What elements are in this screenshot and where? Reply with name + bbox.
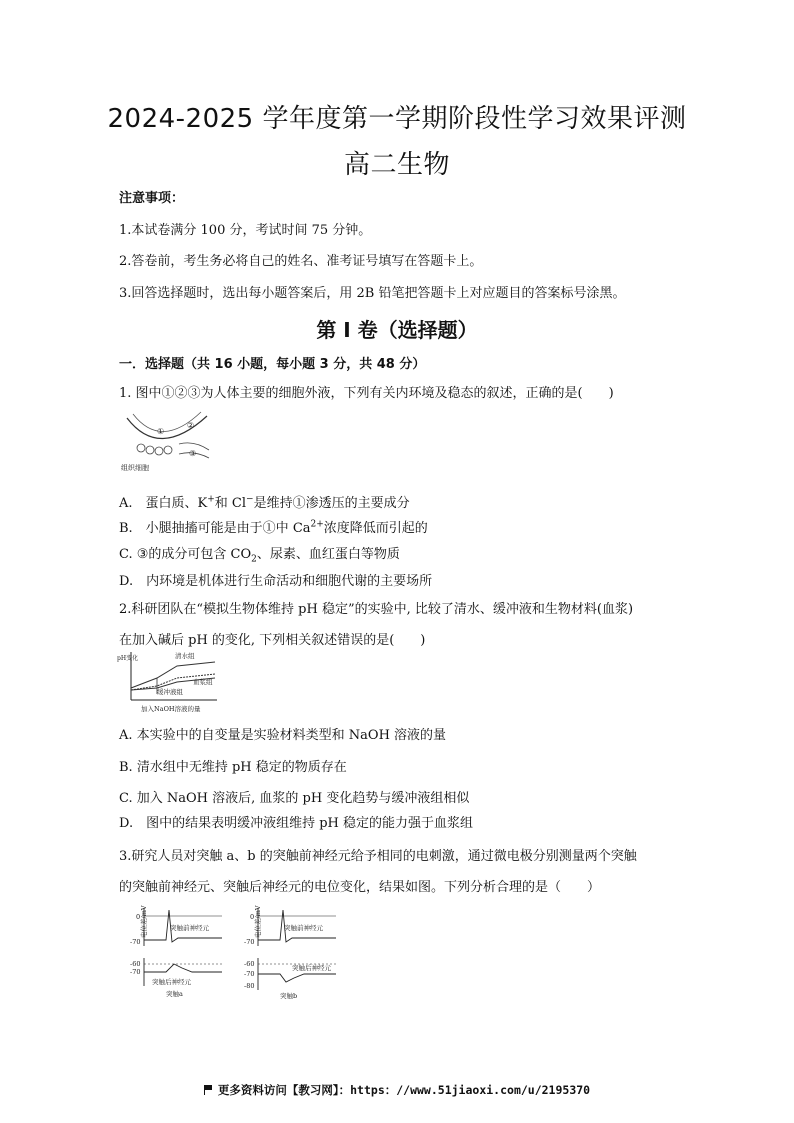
- question-2-stem-line1: 2.科研团队在“模拟生物体维持 pH 稳定”的实验中, 比较了清水、缓冲液和生物材料(血浆): [119, 602, 634, 617]
- fig3a-tick-0: 0: [136, 913, 141, 921]
- fig3b-tick-0: 0: [250, 913, 255, 921]
- fig3a-ylabel-top: 电位差/mV: [140, 905, 148, 938]
- fig3a-pre-label: 突触前神经元: [170, 924, 209, 932]
- question-3-stem-line1: 3.研究人员对突触 a、b 的突触前神经元给予相同的电刺激，通过微电极分别测量两个突触: [119, 849, 637, 864]
- section-title: 一．选择题（共 16 小题，每小题 3 分，共 48 分）: [119, 357, 426, 372]
- fig3b-ylabel-top: 电位差/mV: [254, 905, 262, 938]
- fig1-label-3: ③: [189, 449, 197, 458]
- question-1-option-d: D. 内环境是机体进行生命活动和细胞代谢的主要场所: [119, 574, 433, 589]
- question-1-option-c: C. ③的成分可包含 $CO_2$、尿素、血红蛋白等物质: [119, 547, 400, 565]
- fig2-ylabel: pH变化: [117, 655, 139, 662]
- fig2-xlabel: 加入NaOH溶液的量: [141, 705, 201, 713]
- fig3a-post-label: 突触后神经元: [152, 978, 191, 986]
- question-2-option-b: B. 清水组中无维持 pH 稳定的物质存在: [119, 760, 347, 775]
- notes-heading: 注意事项：: [119, 191, 185, 206]
- question-3-figure: [122, 902, 344, 1002]
- footer-link[interactable]: 更多资料访问【教习网】：https：//www.51jiaoxi.com/u/2195370: [217, 1083, 591, 1097]
- volume-title: 第 I 卷（选择题）: [316, 318, 478, 342]
- synapse-b-panel: [244, 905, 336, 1000]
- fig3b-tick-70: -70: [244, 938, 255, 946]
- question-1-figure: [119, 410, 215, 474]
- fig3b-tick-60: -60: [244, 960, 255, 968]
- note-item: 1.本试卷满分 100 分，考试时间 75 分钟。: [119, 223, 372, 238]
- page-title: 2024-2025 学年度第一学期阶段性学习效果评测: [107, 104, 687, 134]
- fig3a-tick-60: -60: [130, 960, 141, 968]
- fig3b-pre-label: 突触前神经元: [284, 924, 323, 932]
- question-3-stem-line2: 的突触前神经元、突触后神经元的电位变化，结果如图。下列分析合理的是（ ）: [119, 880, 601, 895]
- fig3b-post-label: 突触后神经元: [292, 964, 331, 972]
- fig2-label-buffer: 缓冲液组: [157, 688, 183, 696]
- flag-icon: [204, 1085, 214, 1094]
- fig2-label-plasma: 血浆组: [193, 678, 213, 686]
- question-2-option-c: C. 加入 NaOH 溶液后, 血浆的 pH 变化趋势与缓冲液组相似: [119, 791, 470, 806]
- synapse-a-panel: [130, 905, 222, 998]
- fig3a-tick-70: -70: [130, 938, 141, 946]
- question-1-option-b: B. 小腿抽搐可能是由于①中 $Ca^{2+}$浓度降低而引起的: [119, 519, 428, 536]
- fig3b-tick-70: -70: [244, 970, 255, 978]
- note-item: 3.回答选择题时，选出每小题答案后，用 2B 铅笔把答题卡上对应题目的答案标号涂黑。: [119, 286, 626, 301]
- question-2-option-a: A. 本实验中的自变量是实验材料类型和 NaOH 溶液的量: [119, 728, 447, 743]
- fig1-label-2: ②: [187, 421, 195, 430]
- question-2-option-d: D. 图中的结果表明缓冲液组维持 pH 稳定的能力强于血浆组: [119, 816, 474, 831]
- fig3a-tick-70b: -70: [130, 968, 141, 976]
- note-item: 2.答卷前，考生务必将自己的姓名、准考证号填写在答题卡上。: [119, 254, 483, 269]
- question-1-option-a: A. 蛋白质、K+和 Cl−是维持①渗透压的主要成分: [119, 494, 410, 511]
- question-2-stem-line2: 在加入碱后 pH 的变化, 下列相关叙述错误的是( ): [119, 633, 426, 648]
- fig3b-caption: 突触b: [280, 992, 298, 1000]
- fig1-label-cell: 组织细胞: [121, 464, 149, 472]
- fig1-label-1: ①: [157, 427, 165, 436]
- fig2-label-water: 清水组: [175, 652, 195, 660]
- footer: [0, 1082, 794, 1098]
- question-2-figure: [117, 648, 221, 714]
- question-1-stem: 1. 图中①②③为人体主要的细胞外液，下列有关内环境及稳态的叙述，正确的是( ): [119, 386, 614, 401]
- page-subtitle: 高二生物: [343, 150, 450, 180]
- fig3b-tick-80: -80: [244, 982, 255, 990]
- fig3a-caption: 突触a: [166, 990, 183, 998]
